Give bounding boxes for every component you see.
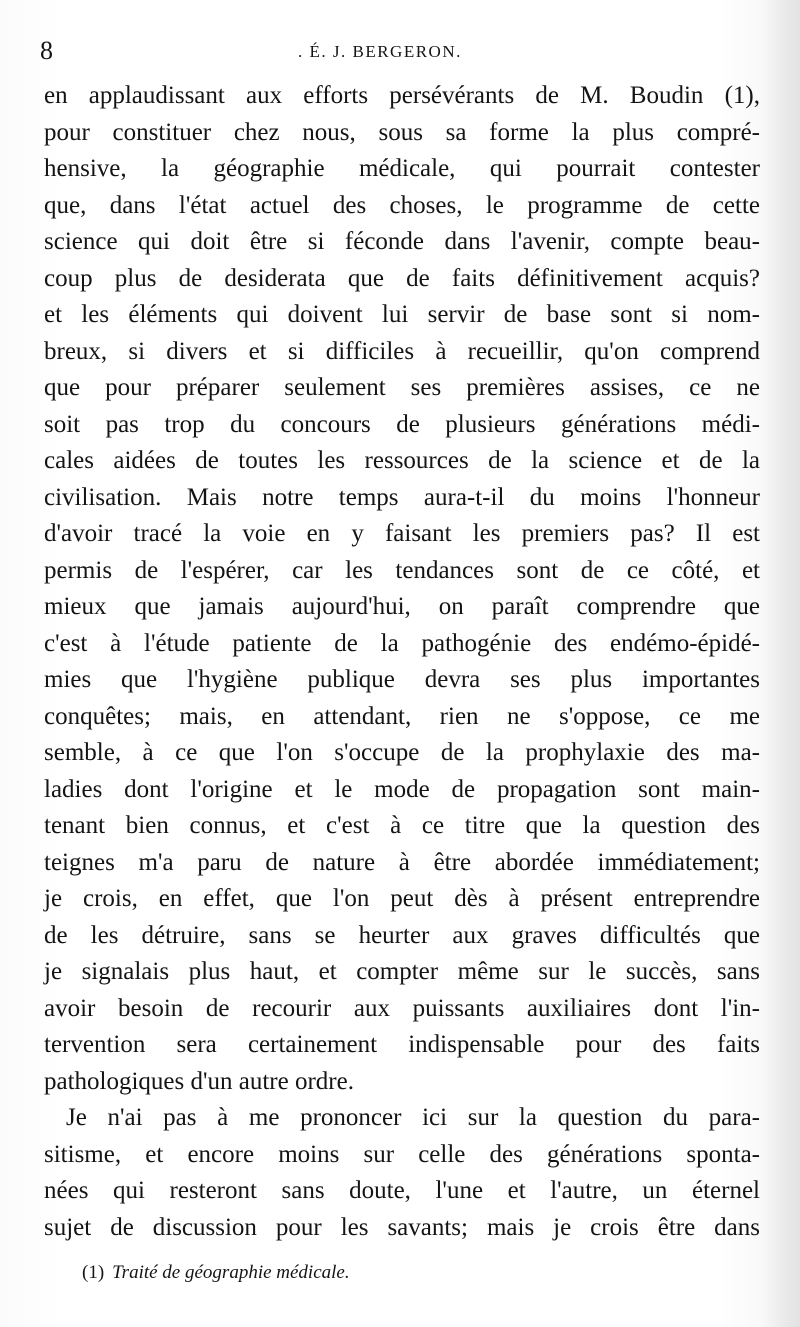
text-line: de les détruire, sans se heurter aux graves difficultés que [44, 921, 760, 949]
text-line: sujet de discussion pour les savants; mais je crois être dans [44, 1213, 760, 1241]
body-text [44, 78, 760, 1246]
text-line: mies que l'hygiène publique devra ses plus importantes [44, 666, 760, 693]
running-head: . É. J. BERGERON. [298, 42, 462, 61]
text-line: civilisation. Mais notre temps aura-t-il du moins l'honneur [44, 483, 760, 511]
text-line: sitisme, et encore moins sur celle des générations sponta- [44, 1140, 760, 1168]
text-line: cales aidées de toutes les ressources de la science et de la [44, 447, 760, 474]
page-edge-shadow [762, 0, 800, 1327]
text-line: d'avoir tracé la voie en y faisant les premiers pas? Il est [44, 520, 760, 547]
text-line: ladies dont l'origine et le mode de propagation sont main- [44, 775, 760, 803]
text-line: et les éléments qui doivent lui servir de base sont si nom- [44, 301, 760, 328]
text-line: coup plus de desiderata que de faits définitivement acquis? [44, 264, 760, 292]
page-number: 8 [40, 36, 53, 65]
text-line: permis de l'espérer, car les tendances sont de ce côté, et [44, 556, 760, 584]
text-line: avoir besoin de recourir aux puissants auxiliaires dont l'in- [44, 994, 760, 1022]
text-line: que pour préparer seulement ses premières assises, ce ne [44, 374, 760, 401]
text-line: nées qui resteront sans doute, l'une et l'autre, un éternel [44, 1177, 760, 1204]
text-line: c'est à l'étude patiente de la pathogénie des endémo-épidé- [44, 629, 760, 657]
text-line: science qui doit être si féconde dans l'avenir, compte beau- [44, 228, 760, 255]
paragraph-start-line: Je n'ai pas à me prononcer ici sur la question du para- [66, 1104, 760, 1131]
page-header [40, 36, 760, 66]
text-line: conquêtes; mais, en attendant, rien ne s'oppose, ce me [44, 702, 760, 730]
text-line: que, dans l'état actuel des choses, le programme de cette [44, 191, 760, 219]
text-line: mieux que jamais aujourd'hui, on paraît comprendre que [44, 593, 760, 620]
paragraph-end-line: pathologiques d'un autre ordre. [44, 1067, 354, 1095]
footnote [82, 1262, 350, 1284]
text-line: tenant bien connus, et c'est à ce titre que la question des [44, 812, 760, 839]
text-line: semble, à ce que l'on s'occupe de la prophylaxie des ma- [44, 739, 760, 766]
text-line: soit pas trop du concours de plusieurs générations médi- [44, 410, 760, 438]
text-line: je crois, en effet, que l'on peut dès à présent entreprendre [44, 885, 760, 912]
text-line: en applaudissant aux efforts persévérants de M. Boudin (1), [44, 82, 760, 109]
text-line: je signalais plus haut, et compter même sur le succès, sans [44, 958, 760, 985]
text-line: breux, si divers et si difficiles à recueillir, qu'on comprend [44, 337, 760, 365]
text-line: hensive, la géographie médicale, qui pourrait contester [44, 155, 760, 182]
text-line: teignes m'a paru de nature à être abordée immédiatement; [44, 848, 760, 876]
text-line: pour constituer chez nous, sous sa forme la plus compré- [44, 118, 760, 146]
text-line: tervention sera certainement indispensable pour des faits [44, 1031, 760, 1058]
footnote-title: Traité de géographie médicale. [112, 1262, 350, 1283]
footnote-marker: (1) [82, 1262, 105, 1283]
